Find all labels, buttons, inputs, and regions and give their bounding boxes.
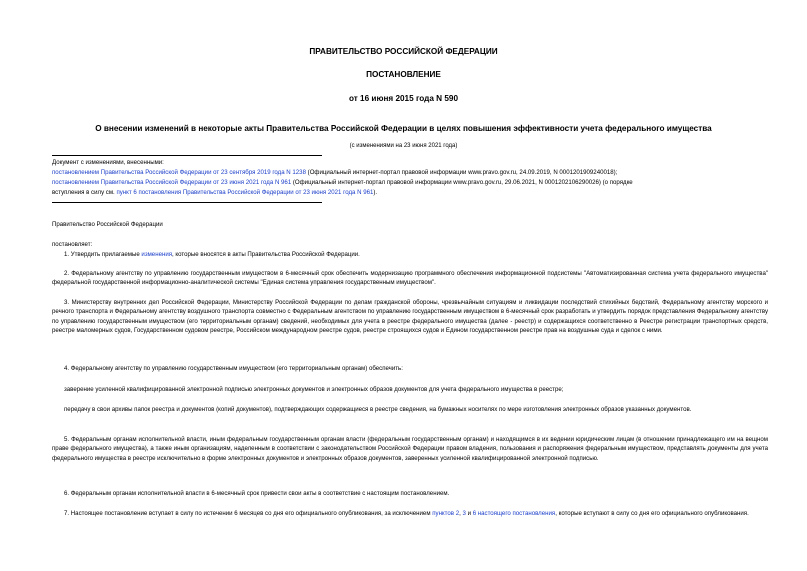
government-heading: ПРАВИТЕЛЬСТВО РОССИЙСКОЙ ФЕДЕРАЦИИ: [309, 47, 498, 56]
issuing-authority: Правительство Российской Федерации: [52, 221, 163, 228]
amendment-2-source: (Официальный интернет-портал правовой информации www.pravo.gov.ru, 29.06.2021, N 0001202106290026) (о порядке: [291, 179, 633, 186]
amendment-item-2-continuation: [52, 188, 377, 197]
amendment-2-clause-link[interactable]: пункт 6 постановления Правительства Российской Федерации от 23 июня 2021 года N 961: [116, 189, 374, 196]
paragraph-7-suffix: , которые вступают в силу со дня его официального опубликования.: [555, 510, 749, 517]
amendments-intro: Документ с изменениями, внесенными:: [52, 159, 164, 166]
document-title: О внесении изменений в некоторые акты Правительства Российской Федерации в целях повышения эффективности учета федерального имущества: [95, 124, 712, 133]
paragraph-1-suffix: , которые вносятся в акты Правительства Российской Федерации.: [172, 251, 360, 258]
decides-label: постановляет:: [52, 241, 93, 248]
clause-3-link[interactable]: 3: [462, 510, 466, 517]
paragraph-4: 4. Федеральному агентству по управлению государственным имуществом (его территориальным органам) обеспечить:: [64, 365, 403, 372]
amendment-2-link[interactable]: постановлением Правительства Российской Федерации от 23 июня 2021 года N 961: [52, 179, 292, 186]
paragraph-2: 2. Федеральному агентству по управлению государственным имуществом в 6-месячный срок обеспечить модернизацию программного обеспечения информационной подсистемы "Автоматизированная система учета федерального имущества" федеральной государственной информационно-аналитической системы "Единая система управления государственным имуществом".: [52, 270, 768, 287]
amendment-item-1: [52, 168, 617, 177]
clause-6-link[interactable]: 6 настоящего постановления: [472, 510, 556, 517]
amendments-bottom-divider: [52, 202, 322, 203]
paragraph-3: 3. Министерству внутренних дел Российской Федерации, Министерству Российской Федерации по делам гражданской обороны, чрезвычайным ситуациям и ликвидации последствий стихийных бедствий, Федеральному агентству морского и речного транспорта и Федеральному агентству воздушного транспорта совместно с Федеральным агентством по управлению государственным имуществом в 6-месячный срок разработать и утвердить порядок представления Федеральному агентству по управлению государственным имуществом (его территориальным органам) сведений, необходимых для учета в реестре федерального имущества (далее - реестр) и содержащихся соответственно в Реестре регистрации транспортных средств, реестре маломерных судов, Государственном судовом реестре, Российском международном реестре судов, реестре строящихся судов и Едином государственном реестре прав на воздушные суда и сделок с ними.: [52, 299, 768, 335]
clause-2-link[interactable]: пунктов 2: [432, 510, 460, 517]
paragraph-4-item-a: заверение усиленной квалифицированной электронной подписью электронных документов и электронных образов документов для учета федерального имущества в реестре;: [64, 386, 564, 393]
amendment-2-note-prefix: вступления в силу см.: [52, 189, 117, 196]
paragraph-7: [52, 509, 768, 518]
amendment-1-link[interactable]: постановлением Правительства Российской Федерации от 23 сентября 2019 года N 1238: [52, 169, 306, 176]
amendment-item-2: [52, 178, 633, 187]
paragraph-5: 5. Федеральным органам исполнительной власти, иным федеральным государственным органам власти (федеральным государственным органам) и находящимся в их ведении юридическим лицам (в отношении принадлежащего им на вещном праве федерального имущества), а также иным организациям, наделенным в соответствии с законодательством Российской Федерации правом владения, пользования и распоряжения федеральным имуществом, представлять документы для учета федерального имущества в реестре исключительно в форме электронных документов и электронных образов документов, заверенных усиленной квалифицированной электронной подписью.: [52, 436, 768, 462]
changes-link[interactable]: изменения: [141, 251, 173, 258]
paragraph-1: [64, 250, 360, 259]
paragraph-1-prefix: 1. Утвердить прилагаемые: [64, 251, 142, 258]
amendment-1-source: (Официальный интернет-портал правовой информации www.pravo.gov.ru, 24.09.2019, N 0001201909240018);: [305, 169, 618, 176]
date-number-heading: от 16 июня 2015 года N 590: [348, 94, 459, 103]
document-type-heading: ПОСТАНОВЛЕНИЕ: [366, 70, 441, 79]
revision-note: (с изменениями на 23 июня 2021 года): [349, 143, 458, 149]
amendment-2-note-suffix: ).: [373, 189, 378, 196]
paragraph-6: 6. Федеральным органам исполнительной власти в 6-месячный срок привести свои акты в соответствие с настоящим постановлением.: [64, 490, 450, 497]
paragraph-4-item-b: передачу в свои архивы папок реестра и документов (копий документов), подтверждающих содержащиеся в реестре сведения, на бумажных носителях по мере изготовления электронных образов указанных документов.: [64, 406, 692, 413]
paragraph-7-separator-1: ,: [459, 510, 463, 517]
paragraph-7-separator-2: и: [465, 510, 473, 517]
amendments-top-divider: [52, 155, 322, 156]
paragraph-7-prefix: 7. Настоящее постановление вступает в силу по истечении 6 месяцев со дня его официального опубликования, за исключением: [64, 510, 433, 517]
